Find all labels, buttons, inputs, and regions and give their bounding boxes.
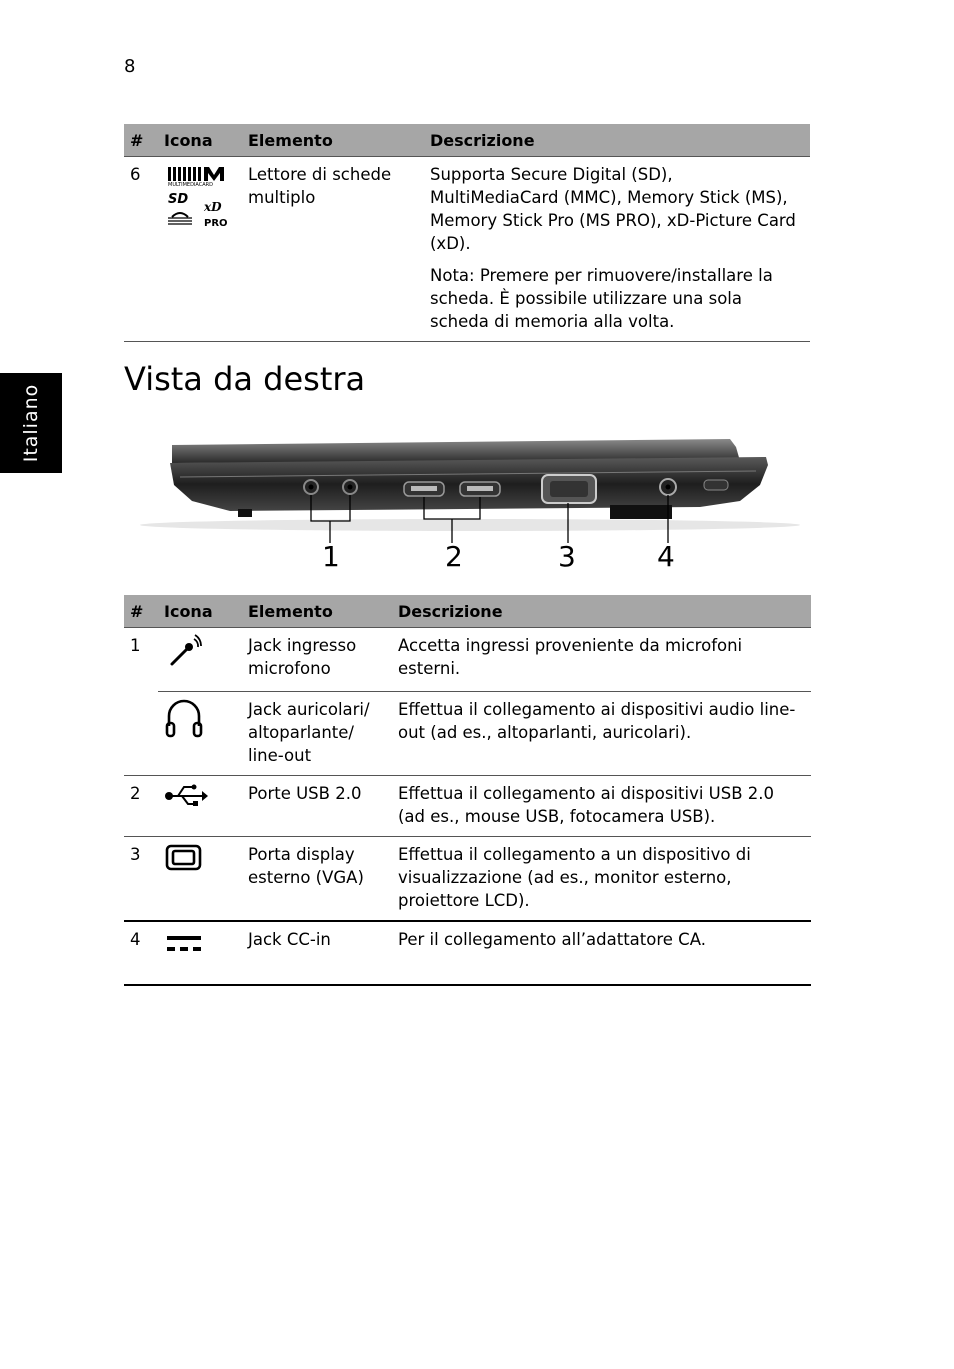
row-item: Jack ingresso microfono (242, 628, 392, 692)
row-description: Effettua il collegamento ai dispositivi audio line-out (ad es., altoparlanti, auricolari). (392, 692, 811, 776)
row-item: Porta display esterno (VGA) (242, 837, 392, 922)
microphone-icon (158, 628, 242, 692)
header-desc: Descrizione (392, 595, 811, 628)
table-row (124, 628, 811, 692)
note-text: Premere per rimuovere/installare la scheda. È possibile utilizzare una sola scheda di memoria alla volta. (430, 266, 773, 331)
header-num: # (124, 124, 158, 157)
callout-2: 2 (445, 540, 463, 573)
row-num: 6 (124, 157, 158, 342)
table-row (124, 692, 811, 776)
svg-text:PRO: PRO (204, 218, 228, 229)
row-item: Lettore di schede multiplo (242, 157, 424, 342)
row-description (424, 157, 810, 342)
header-desc: Descrizione (424, 124, 810, 157)
row-description: Effettua il collegamento a un dispositivo di visualizzazione (ad es., monitor esterno, proiettore LCD). (392, 837, 811, 922)
row-num (124, 692, 158, 776)
header-num: # (124, 595, 158, 628)
svg-text:MULTIMEDIACARD: MULTIMEDIACARD (168, 182, 213, 188)
note-label: Nota: (430, 266, 475, 285)
row-description: Per il collegamento all’adattatore CA. (392, 921, 811, 985)
row-num: 3 (124, 837, 158, 922)
callout-1: 1 (322, 540, 340, 573)
headphones-icon (158, 692, 242, 776)
row-desc-text: Supporta Secure Digital (SD), MultiMediaCard (MMC), Memory Stick (MS), Memory Stick Pro (MS PRO), xD-Picture Card (xD). (430, 165, 796, 253)
table-header-row (124, 595, 811, 628)
header-item: Elemento (242, 595, 392, 628)
row-description: Effettua il collegamento ai dispositivi USB 2.0 (ad es., mouse USB, fotocamera USB). (392, 776, 811, 837)
table-row (124, 776, 811, 837)
row-item: Porte USB 2.0 (242, 776, 392, 837)
row-item: Jack auricolari/ altoparlante/ line-out (242, 692, 392, 776)
laptop-right-side-illustration (140, 425, 800, 589)
header-icon: Icona (158, 595, 242, 628)
table-row (124, 921, 811, 985)
callout-3: 3 (558, 540, 576, 573)
vga-display-icon (158, 837, 242, 922)
row-note (430, 264, 804, 333)
row-num: 4 (124, 921, 158, 985)
section-title: Vista da destra (124, 360, 366, 398)
svg-text:SD: SD (168, 192, 189, 207)
card-reader-table (124, 124, 810, 342)
callout-4: 4 (657, 540, 675, 573)
row-item: Jack CC-in (242, 921, 392, 985)
header-item: Elemento (242, 124, 424, 157)
row-description: Accetta ingressi proveniente da microfoni esterni. (392, 628, 811, 692)
table-header-row (124, 124, 810, 157)
card-reader-logos-icon (158, 157, 242, 342)
language-tab (0, 373, 62, 473)
language-tab-label: Italiano (20, 383, 42, 463)
right-side-ports-table (124, 595, 811, 986)
row-num: 2 (124, 776, 158, 837)
table-row (124, 157, 810, 342)
row-num: 1 (130, 636, 141, 655)
page-number: 8 (124, 56, 136, 77)
header-icon: Icona (158, 124, 242, 157)
svg-text:xD: xD (204, 200, 222, 214)
dc-power-icon (158, 921, 242, 985)
usb-icon (158, 776, 242, 837)
table-row (124, 837, 811, 922)
